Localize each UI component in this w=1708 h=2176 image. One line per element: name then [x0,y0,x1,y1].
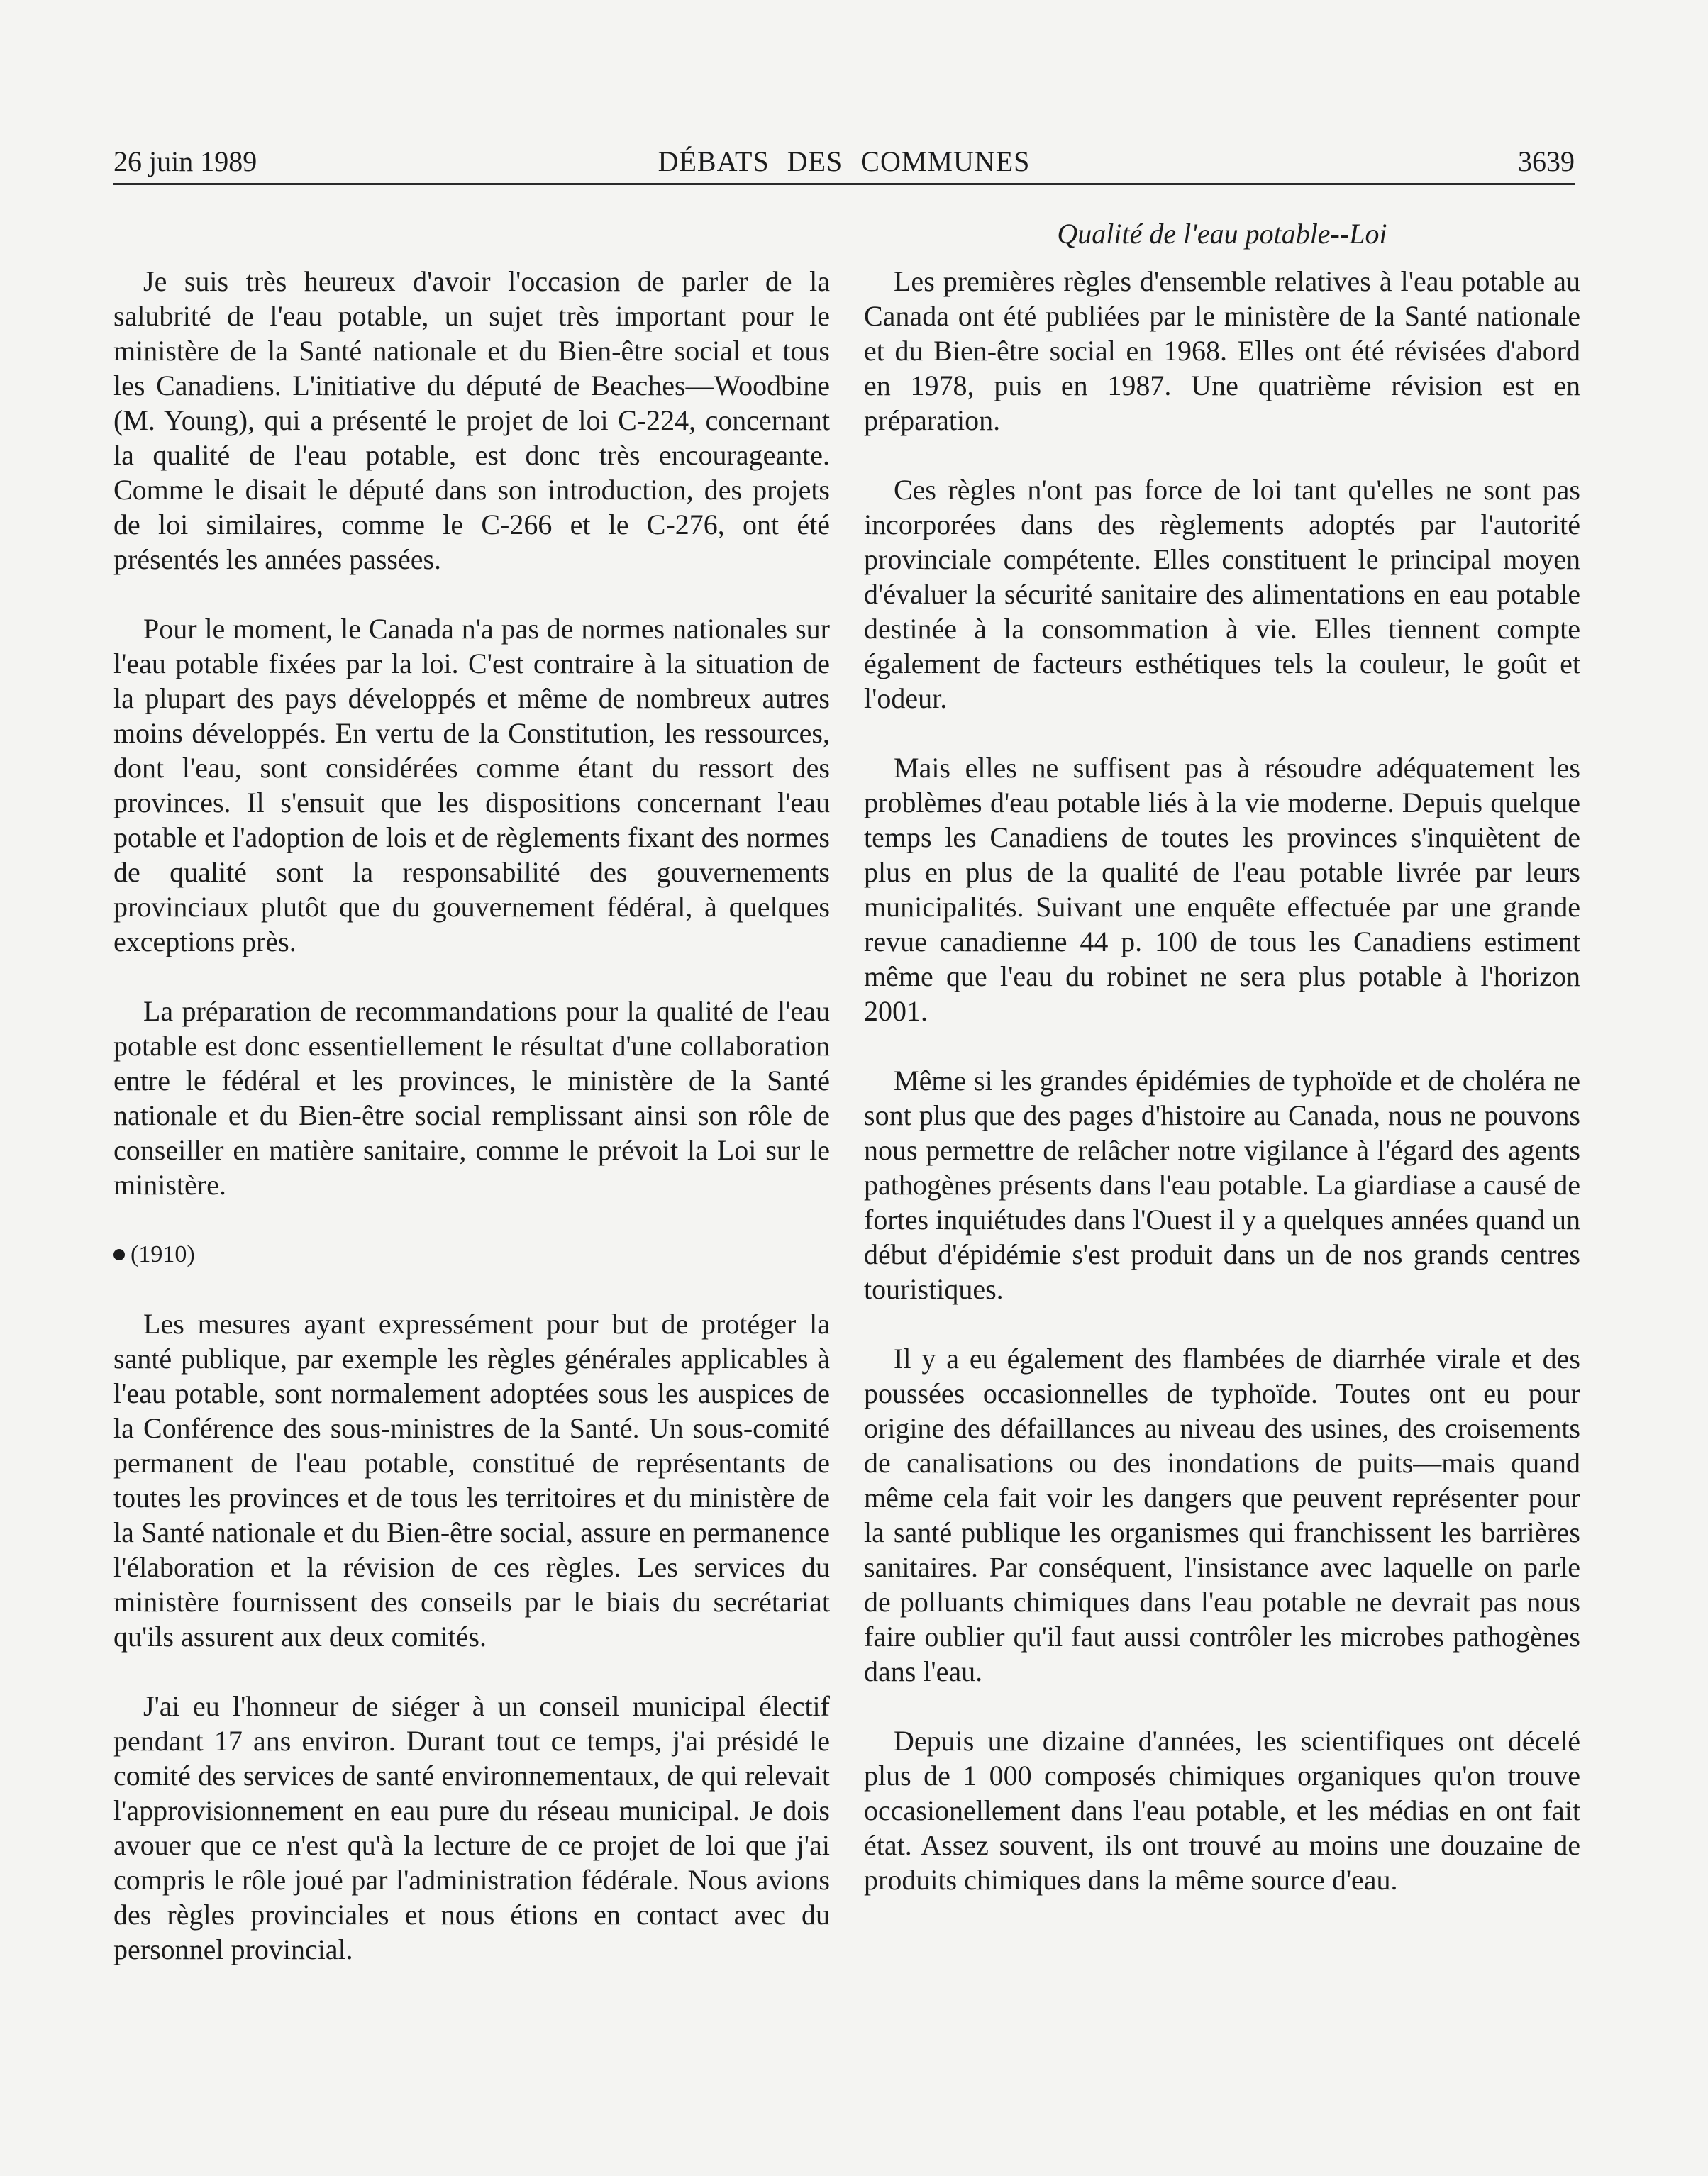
right-column [864,264,1580,1932]
paragraph: Les premières règles d'ensemble relatives à l'eau potable au Canada ont été publiées par le ministère de la Santé nationale et du Bien-être social en 1968. Elles ont été révisées d'abord en 1978, puis en 1987. Une quatrième révision est en préparation. [864,265,1580,436]
page-header [113,140,1575,183]
paragraph: Pour le moment, le Canada n'a pas de normes nationales sur l'eau potable fixées par la loi. C'est contraire à la situation de la plupart des pays développés et même de nombreux autres moins développés. En vertu de la Constitution, les ressources, dont l'eau, sont considérées comme étant du ressort des provinces. Il s'ensuit que les dispositions concernant l'eau potable et l'adoption de lois et de règlements fixant des normes de qualité sont la responsabilité des gouvernements provinciaux plutôt que du gouvernement fédéral, à quelques exceptions près. [113,613,830,957]
time-marker-text: (1910) [131,1241,195,1267]
bullet-icon [113,1249,125,1260]
header-rule [113,183,1575,185]
paragraph: Depuis une dizaine d'années, les scientifiques ont décelé plus de 1 000 composés chimiques organiques qu'on trouve occasionellement dans l'eau potable, et les médias en ont fait état. Assez souvent, ils ont trouvé au moins une douzaine de produits chimiques dans la même source d'eau. [864,1725,1580,1896]
paragraph: Je suis très heureux d'avoir l'occasion de parler de la salubrité de l'eau potable, un sujet très important pour le ministère de la Santé nationale et du Bien-être social et tous les Canadiens. L'initiative du député de Beaches—Woodbine (M. Young), qui a présenté le projet de loi C-224, concernant la qualité de l'eau potable, est donc très encourageante. Comme le disait le député dans son introduction, des projets de loi similaires, comme le C-266 et le C-276, ont été présentés les années passées. [113,265,830,575]
paragraph: Il y a eu également des flambées de diarrhée virale et des poussées occasionnelles de typhoïde. Toutes ont eu pour origine des défaillances au niveau des usines, des croisements de canalisations ou des inondations de puits—mais quand même cela fait voir les dangers que peuvent représenter pour la santé publique les organismes qui franchissent les barrières sanitaires. Par conséquent, l'insistance avec laquelle on parle de polluants chimiques dans l'eau potable ne devrait pas nous faire oublier qu'il faut aussi contrôler les microbes pathogènes dans l'eau. [864,1343,1580,1687]
paragraph: Même si les grandes épidémies de typhoïde et de choléra ne sont plus que des pages d'histoire au Canada, nous ne pouvons nous permettre de relâcher notre vigilance à l'égard des agents pathogènes présents dans l'eau potable. La giardiase a causé de fortes inquiétudes dans l'Ouest il y a quelques années quand un début d'épidémie s'est produit dans un de nos grands centres touristiques. [864,1065,1580,1305]
header-title: DÉBATS DES COMMUNES [658,145,1031,177]
paragraph: J'ai eu l'honneur de siéger à un conseil municipal électif pendant 17 ans environ. Durant tout ce temps, j'ai présidé le comité des services de santé environnementaux, de qui relevait l'approvisionnement en eau pure du réseau municipal. Je dois avouer que ce n'est qu'à la lecture de ce projet de loi que j'ai compris le rôle joué par l'administration fédérale. Nous avions des règles provinciales et nous étions en contact avec du personnel provincial. [113,1690,830,1965]
paragraph: La préparation de recommandations pour la qualité de l'eau potable est donc essentiellement le résultat d'une collaboration entre le fédéral et les provinces, le ministère de la Santé nationale et du Bien-être social remplissant ainsi son rôle de conseiller en matière sanitaire, comme le prévoit la Loi sur le ministère. [113,995,830,1201]
paragraph: Les mesures ayant expressément pour but de protéger la santé publique, par exemple les règles générales applicables à l'eau potable, sont normalement adoptées sous les auspices de la Conférence des sous-ministres de la Santé. Un sous-comité permanent de l'eau potable, constitué de représentants de toutes les provinces et de tous les territoires et du ministère de la Santé nationale et du Bien-être social, assure en permanence l'élaboration et la révision de ces règles. Les services du ministère fournissent des conseils par le biais du secrétariat qu'ils assurent aux deux comités. [113,1308,830,1653]
paragraph: Ces règles n'ont pas force de loi tant qu'elles ne sont pas incorporées dans des règlements adoptés par l'autorité provinciale compétente. Elles constituent le principal moyen d'évaluer la sécurité sanitaire des alimentations en eau potable destinée à la consommation à vie. Elles tiennent compte également de facteurs esthétiques tels la couleur, le goût et l'odeur. [864,474,1580,714]
header-page-number: 3639 [1518,145,1575,177]
left-column [113,264,830,2002]
running-head: Qualité de l'eau potable--Loi [1057,218,1387,250]
paragraph: Mais elles ne suffisent pas à résoudre adéquatement les problèmes d'eau potable liés à la vie moderne. Depuis quelque temps les Canadiens de toutes les provinces s'inquiètent de plus en plus de la qualité de l'eau potable livrée par leurs municipalités. Suivant une enquête effectuée par une grande revue canadienne 44 p. 100 de tous les Canadiens estiment même que l'eau du robinet ne sera plus potable à l'horizon 2001. [864,752,1580,1027]
time-marker [113,1237,830,1272]
header-date: 26 juin 1989 [113,145,257,177]
